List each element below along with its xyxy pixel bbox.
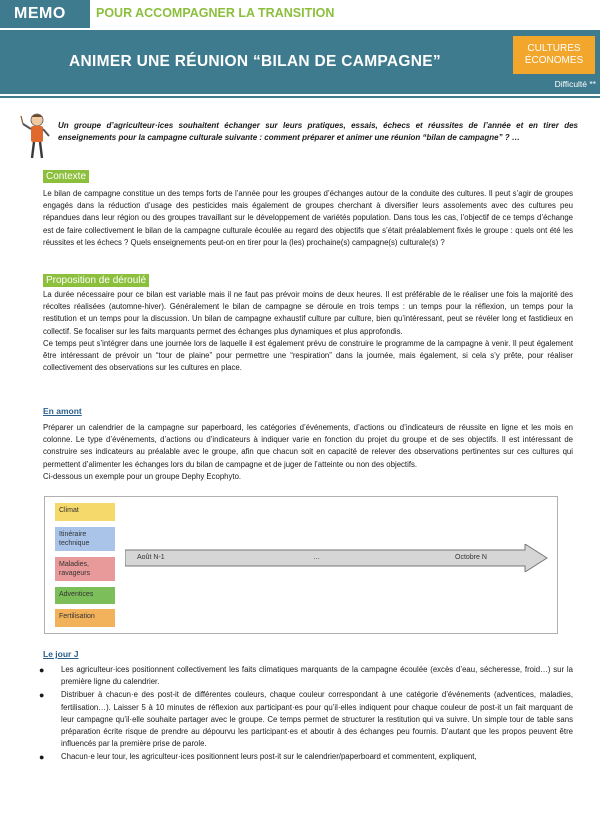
memo-label: MEMO — [0, 0, 90, 28]
list-item: ● Chacun·e leur tour, les agriculteur·ices positionnent leurs post-it sur le calendrier/paperboard et commentent, expliquent, — [39, 752, 477, 763]
list-item: ● Les agriculteur·ices positionnent collectivement les faits climatiques marquants de la campagne écoulée (excès d’eau, sécheresse, froid…) sur la première ligne du calendrier. — [39, 665, 573, 687]
category-tag-line2: ÉCONOMES — [524, 55, 584, 66]
calendar-category-maladies: Maladies, ravageurs — [55, 557, 115, 581]
intro-text: Un groupe d’agriculteur·ices souhaitent échanger sur leurs pratiques, essais, échecs et réussites de l’année et en tirer des enseignements pour la campagne culturale suivante : comment préparer et animer une réunion “bilan de campagne” ? … — [58, 121, 578, 142]
proposition-text-2: Ce temps peut s’intégrer dans une journée lors de laquelle il est également prévu de construire le programme de la campagne à venir. Il peut également être intéressant de prévoir un “tour de plaine” pour permettre une “respiration” dans la journée, mais également, si cela s’y prête, pour réaliser collectivement des observations sur les cultures en place. — [43, 338, 573, 373]
subheading-en-amont: En amont — [43, 406, 82, 416]
section-heading-proposition: Proposition de déroulé — [43, 274, 149, 287]
timeline-middle-label: … — [313, 554, 320, 561]
bullet-icon: ● — [39, 665, 45, 675]
jour-j-list — [29, 664, 573, 764]
category-tag — [513, 36, 595, 74]
difficulty-label: Difficulté ** — [554, 79, 596, 89]
bullet-icon: ● — [39, 690, 45, 701]
calendar-category-adventices: Adventices — [55, 587, 115, 604]
section-proposition — [43, 270, 573, 374]
section-en-amont — [43, 401, 573, 483]
calendar-category-itineraire: Itinéraire technique — [55, 527, 115, 551]
section-contexte — [43, 166, 573, 249]
section-heading-contexte: Contexte — [43, 170, 89, 183]
series-subtitle: POUR ACCOMPAGNER LA TRANSITION — [96, 6, 335, 20]
teacher-figure-icon — [20, 112, 54, 160]
title-banner — [0, 30, 600, 94]
bullet-icon: ● — [39, 752, 45, 763]
calendar-category-fertilisation: Fertilisation — [55, 609, 115, 627]
campaign-calendar-figure — [44, 496, 558, 634]
intro-block — [20, 112, 585, 160]
timeline-end-label: Octobre N — [455, 554, 487, 561]
subheading-jour-j: Le jour J — [43, 649, 79, 659]
proposition-text-1: La durée nécessaire pour ce bilan est variable mais il ne faut pas prévoir moins de deux heures. Il est préférable de le réaliser une fois la majorité des récoltes réalisées (automne-hiver). Généralement le bilan de campagne se déroule en trois temps : un temps pour la réflexion, un temps pour la restitution et un temps pour la discussion. Un bilan de campagne exhaustif culture par culture, bien qu’intéressant, peut se révéler long et fastidieux en collectif. Se focaliser sur les faits marquants permet des échanges plus dynamiques et plus approfondis. — [43, 290, 573, 336]
page-title: ANIMER UNE RÉUNION “BILAN DE CAMPAGNE” — [69, 53, 441, 70]
en-amont-example: Ci-dessous un exemple pour un groupe Dephy Ecophyto. — [43, 471, 242, 481]
section-jour-j — [39, 644, 573, 765]
list-item: ● Distribuer à chacun·e des post-it de différentes couleurs, chaque couleur correspondant à une catégorie d’événements (adventices, maladies, fertilisation…). Laisser 5 à 10 minutes de réflexion aux participant·es pour qu’il·elles indiquent pour chaque couleur de post-it un fait marquant de leur campagne qu’il·elle souhaite partager avec le groupe. Ce temps permet de structurer la restitution qui va suivre. Un simple tour de table sans préparation écrite risque de prendre au dépourvu les participant·es et aboutir à des échanges peu fournis. D’autant que les propos peuvent être influencés par la première prise de parole. — [39, 690, 573, 749]
top-bar — [0, 0, 600, 28]
calendar-category-climat: Climat — [55, 503, 115, 521]
contexte-text: Le bilan de campagne constitue un des temps forts de l’année pour les groupes d’échanges autour de la conduite des cultures. Il peut s’agir de groupes engagés dans la réduction d’usage des pesticides mais également de groupes cherchant à diversifier leurs assolements avec des cultures peu répandues dans leur région ou des groupes travaillant sur le développement de variétés population. Dans tous les cas, l’objectif de ce temps d’échange est de faire collectivement le bilan de la campagne culturale écoulée au regard des objectifs que s’était préalablement fixés le groupe : quels ont été les réussites et les échecs ? Quels enseignements peut-on en tirer pour la (les) prochaine(s) campagne(s) culturale(s) ? — [43, 189, 573, 247]
en-amont-text: Préparer un calendrier de la campagne sur paperboard, les catégories d’événements, d’actions ou d’indicateurs de réussite en ligne et les mois en colonne. Le type d’événements, d’actions ou d’indicateurs à indiquer varie en fonction du projet du groupe et de ses objectifs. Il est intéressant de construire ses indicateurs au préalable avec le groupe, afin que chacun soit en capacité de relever des observations pertinentes sur ces cultures qui permettent d’alimenter les échanges lors du bilan de campagne et de juger de l’atteinte ou non des objectifs. — [43, 423, 573, 469]
timeline-start-label: Août N-1 — [137, 554, 165, 561]
category-tag-line1: CULTURES — [527, 43, 581, 54]
header-divider — [0, 96, 600, 98]
